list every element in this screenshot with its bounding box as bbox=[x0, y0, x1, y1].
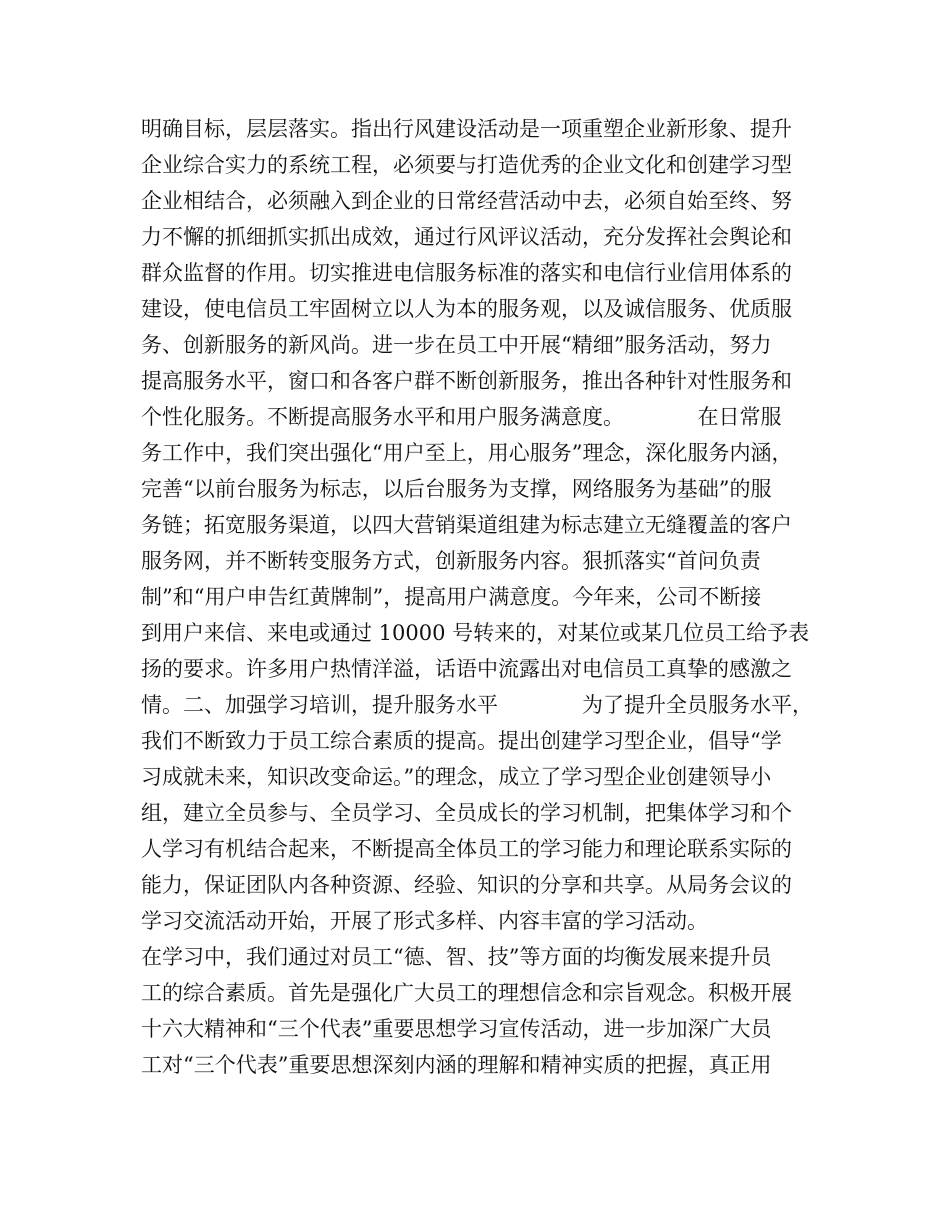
text-line: 企业相结合，必须融入到企业的日常经营活动中去，必须自始至终、努 bbox=[141, 189, 792, 213]
text-line: 务、创新服务的新风尚。进一步在员工中开展“精细”服务活动，努力 bbox=[141, 333, 772, 357]
text-line: 务链；拓宽服务渠道，以四大营销渠道组建为标志建立无缝覆盖的客户 bbox=[141, 513, 792, 537]
text-line: 群众监督的作用。切实推进电信服务标准的落实和电信行业信用体系的 bbox=[141, 261, 792, 285]
text-line: 务工作中，我们突出强化“用户至上，用心服务”理念，深化服务内涵， bbox=[141, 441, 793, 465]
text-line: 完善“以前台服务为标志，以后台服务为支撑，网络服务为基础”的服 bbox=[141, 477, 772, 501]
text-line: 服务网，并不断转变服务方式，创新服务内容。狠抓落实“首问负责 bbox=[141, 549, 761, 573]
text-line: 我们不断致力于员工综合素质的提高。提出创建学习型企业，倡导“学 bbox=[141, 729, 782, 753]
text-line: 十六大精神和“三个代表”重要思想学习宣传活动，进一步加深广大员 bbox=[141, 1017, 772, 1041]
body-text bbox=[141, 111, 831, 1083]
text-line: 扬的要求。许多用户热情洋溢，话语中流露出对电信员工真挚的感激之 bbox=[141, 657, 792, 681]
text-line: 能力，保证团队内各种资源、经验、知识的分享和共享。从局务会议的 bbox=[141, 873, 792, 897]
text-line: 工对“三个代表”重要思想深刻内涵的理解和精神实质的把握，真正用 bbox=[141, 1053, 772, 1077]
text-line: 力不懈的抓细抓实抓出成效，通过行风评议活动，充分发挥社会舆论和 bbox=[141, 225, 792, 249]
text-line: 工的综合素质。首先是强化广大员工的理想信念和宗旨观念。积极开展 bbox=[141, 981, 792, 1005]
text-line: 提高服务水平，窗口和各客户群不断创新服务，推出各种针对性服务和 bbox=[141, 369, 792, 393]
text-line: 人学习有机结合起来，不断提高全体员工的学习能力和理论联系实际的 bbox=[141, 837, 792, 861]
text-line: 学习交流活动开始，开展了形式多样、内容丰富的学习活动。 bbox=[141, 909, 708, 933]
text-line: 企业综合实力的系统工程，必须要与打造优秀的企业文化和创建学习型 bbox=[141, 153, 792, 177]
text-line: 到用户来信、来电或通过 10000 号转来的，对某位或某几位员工给予表 bbox=[141, 621, 810, 645]
text-line: 个性化服务。不断提高服务水平和用户服务满意度。 在日常服 bbox=[141, 405, 782, 429]
text-line: 建设，使电信员工牢固树立以人为本的服务观，以及诚信服务、优质服 bbox=[141, 297, 792, 321]
text-line: 习成就未来，知识改变命运。”的理念，成立了学习型企业创建领导小 bbox=[141, 765, 772, 789]
text-line: 明确目标，层层落实。指出行风建设活动是一项重塑企业新形象、提升 bbox=[141, 117, 792, 141]
text-line: 在学习中，我们通过对员工“德、智、技”等方面的均衡发展来提升员 bbox=[141, 945, 772, 969]
text-line: 组，建立全员参与、全员学习、全员成长的学习机制，把集体学习和个 bbox=[141, 801, 792, 825]
text-line: 制”和“用户申告红黄牌制”，提高用户满意度。今年来，公司不断接 bbox=[141, 585, 762, 609]
text-line: 情。二、加强学习培训，提升服务水平 为了提升全员服务水平， bbox=[141, 693, 813, 717]
